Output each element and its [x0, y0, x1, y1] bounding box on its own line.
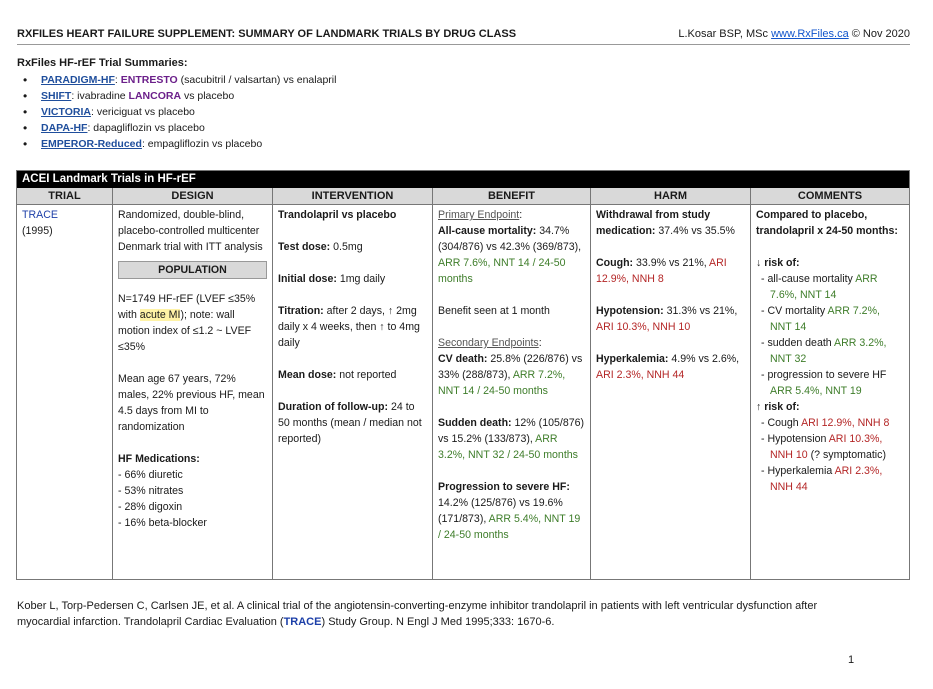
- summary-item-emperor: • EMPEROR-Reduced: empagliflozin vs placebo: [41, 136, 336, 152]
- increased-risk-label: ↑ risk of:: [756, 401, 800, 413]
- emperor-link[interactable]: EMPEROR-Reduced: [41, 138, 142, 150]
- summary-item-paradigm: • PARADIGM-HF: ENTRESTO (sacubitril / valsartan) vs enalapril: [41, 72, 336, 88]
- header-design: DESIGN: [113, 188, 272, 205]
- med-item: - 66% diuretic: [118, 469, 183, 481]
- page-number: 1: [848, 654, 855, 666]
- rxfiles-link[interactable]: www.RxFiles.ca: [771, 28, 849, 40]
- increased-risk-list: [756, 415, 904, 495]
- titration: Titration: after 2 days, ↑ 2mg daily x 4 weeks, then ↑ to 4mg daily: [278, 305, 420, 349]
- trial-name: TRACE: [22, 209, 58, 221]
- demographics: Mean age 67 years, 72% males, 22% previous HF, mean 4.5 days from MI to randomization: [118, 373, 265, 433]
- header-intervention: INTERVENTION: [273, 188, 432, 205]
- benefit-column: [433, 188, 591, 579]
- dapa-hf-link[interactable]: DAPA-HF: [41, 122, 88, 134]
- cough: Cough: 33.9% vs 21%, ARI 12.9%, NNH 8: [596, 257, 727, 285]
- initial-dose: Initial dose: 1mg daily: [278, 273, 386, 285]
- meds-label: HF Medications:: [118, 453, 200, 465]
- header-harm: HARM: [591, 188, 750, 205]
- primary-endpoint-label: Primary Endpoint:: [438, 209, 523, 221]
- intervention-column: [273, 188, 433, 579]
- med-item: - 53% nitrates: [118, 485, 184, 497]
- list-item: - CV mortality ARR 7.2%, NNT 14: [761, 305, 880, 333]
- mean-dose: Mean dose: not reported: [278, 369, 397, 381]
- summary-item-shift: • SHIFT: ivabradine LANCORA vs placebo: [41, 88, 336, 104]
- page-header: [17, 28, 910, 44]
- design-desc: Randomized, double-blind, placebo-controlled multicenter Denmark trial with ITT analysis: [118, 209, 263, 253]
- hypotension: Hypotension: 31.3% vs 21%, ARI 10.3%, NNH 10: [596, 305, 738, 333]
- header-comments: COMMENTS: [751, 188, 909, 205]
- secondary-endpoint-label: Secondary Endpoints:: [438, 337, 542, 349]
- all-cause-mortality: All-cause mortality: 34.7% (304/876) vs 42.3% (369/873), ARR 7.6%, NNT 14 / 24-50 months: [438, 225, 582, 285]
- sudden-death: Sudden death: 12% (105/876) vs 15.2% (133/873), ARR 3.2%, NNT 32 / 24-50 months: [438, 417, 585, 461]
- reference: Kober L, Torp-Pedersen C, Carlsen JE, et al. A clinical trial of the angiotensin-converting-enzyme inhibitor trandolapril in patients with left ventricular dysfunction after myocardial infarction. Trandolapril Cardiac Evaluation (TRACE) Study Group. N Engl J Med 1995;333: 1670-6.: [17, 600, 818, 628]
- shift-link[interactable]: SHIFT: [41, 90, 72, 102]
- med-item: - 16% beta-blocker: [118, 517, 207, 529]
- table-band: ACEI Landmark Trials in HF-rEF: [17, 171, 909, 188]
- intervention-title: Trandolapril vs placebo: [278, 209, 397, 221]
- list-item: - progression to severe HF ARR 5.4%, NNT 19: [761, 369, 887, 397]
- med-item: - 28% digoxin: [118, 501, 183, 513]
- list-item: - Hypotension ARI 10.3%, NNH 10 (? symptomatic): [761, 433, 886, 461]
- trials-table: [16, 170, 910, 580]
- doc-title: RXFILES HEART FAILURE SUPPLEMENT: SUMMARY OF LANDMARK TRIALS BY DRUG CLASS: [17, 28, 517, 40]
- test-dose: Test dose: 0.5mg: [278, 241, 363, 253]
- trial-column: [17, 188, 113, 579]
- trial-summaries: [17, 57, 336, 152]
- list-item: - all-cause mortality ARR 7.6%, NNT 14: [761, 273, 878, 301]
- withdrawal: Withdrawal from study medication: 37.4% vs 35.5%: [596, 209, 735, 237]
- paradigm-link[interactable]: PARADIGM-HF: [41, 74, 115, 86]
- population-text: N=1749 HF-rEF (LVEF ≤35% with acute MI); note: wall motion index of ≤1.2 ~ LVEF ≤35%: [118, 293, 256, 353]
- comments-title: Compared to placebo, trandolapril x 24-50 months:: [756, 209, 898, 237]
- hyperkalemia: Hyperkalemia: 4.9% vs 2.6%, ARI 2.3%, NNH 44: [596, 353, 740, 381]
- summary-item-victoria: • VICTORIA: vericiguat vs placebo: [41, 104, 336, 120]
- summaries-list: [17, 72, 336, 152]
- summary-item-dapa: • DAPA-HF: dapagliflozin vs placebo: [41, 120, 336, 136]
- design-column: [113, 188, 273, 579]
- decreased-risk-list: [756, 271, 904, 399]
- decreased-risk-label: ↓ risk of:: [756, 257, 800, 269]
- population-label: POPULATION: [118, 261, 267, 279]
- header-benefit: BENEFIT: [433, 188, 590, 205]
- follow-up: Duration of follow-up: 24 to 50 months (mean / median not reported): [278, 401, 422, 445]
- comments-column: [751, 188, 909, 579]
- harm-column: [591, 188, 751, 579]
- summaries-title: RxFiles HF-rEF Trial Summaries:: [17, 57, 188, 69]
- victoria-link[interactable]: VICTORIA: [41, 106, 91, 118]
- header-divider: [17, 44, 910, 45]
- benefit-onset: Benefit seen at 1 month: [438, 305, 550, 317]
- hf-progression: Progression to severe HF: 14.2% (125/876) vs 19.6% (171/873), ARR 5.4%, NNT 19 / 24-50 months: [438, 481, 581, 541]
- list-item: - Hyperkalemia ARI 2.3%, NNH 44: [761, 465, 883, 493]
- list-item: - Cough ARI 12.9%, NNH 8: [761, 417, 890, 429]
- list-item: - sudden death ARR 3.2%, NNT 32: [761, 337, 887, 365]
- cv-death: CV death: 25.8% (226/876) vs 33% (288/873), ARR 7.2%, NNT 14 / 24-50 months: [438, 353, 583, 397]
- author-line: L.Kosar BSP, MSc www.RxFiles.ca © Nov 2020: [678, 28, 910, 40]
- header-trial: TRIAL: [17, 188, 112, 205]
- trial-year: (1995): [22, 225, 53, 237]
